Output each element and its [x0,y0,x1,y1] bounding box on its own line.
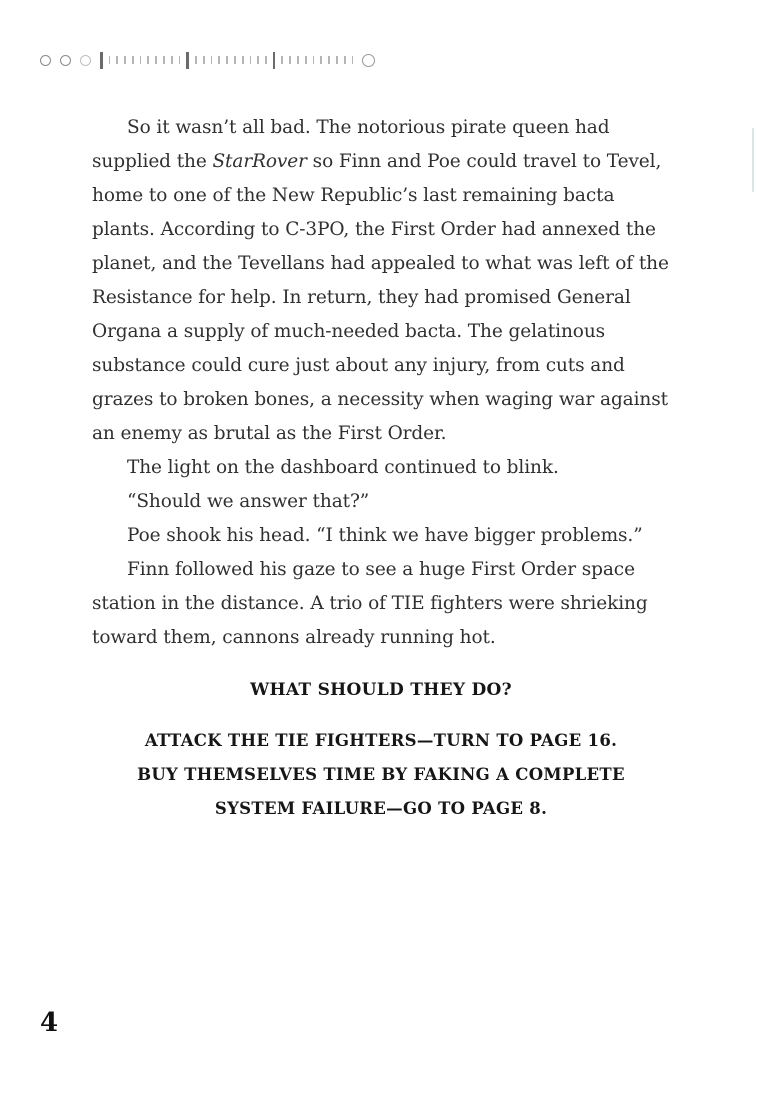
choice-option: ATTACK THE TIE FIGHTERS—TURN TO PAGE 16. [144,731,618,750]
ruler-tick [289,56,291,64]
ruler-tick [155,56,157,64]
ruler-tick [132,56,134,64]
story-paragraph [92,451,670,485]
decoration-circle-icon [60,55,71,66]
ruler-tick [320,56,322,64]
ruler-tick [344,56,346,64]
story-paragraph [92,553,670,655]
ruler-tick [163,56,165,64]
ruler-tick [265,56,267,64]
choice-option: BUY THEMSELVES TIME BY FAKING A COMPLETE SYSTEM FAILURE—GO TO PAGE 8. [137,765,625,818]
ruler-bar [100,52,103,69]
decoration-circle-icon [40,55,51,66]
ruler-tick [203,56,205,64]
ruler-tick [109,56,111,64]
ruler-tick [313,56,315,64]
ruler-tick [352,56,354,64]
choices-block [92,673,670,826]
ruler-bar [273,52,276,69]
decoration-end-circle-icon [362,54,375,67]
ruler-tick [226,56,228,64]
ruler-tick [281,56,283,64]
ruler-tick [297,56,299,64]
ruler-tick [124,56,126,64]
ruler-tick [242,56,244,64]
story-segment: Finn followed his gaze to see a huge First Order space station in the distance. A trio of TIE fighters were shrieking toward them, cannons already running hot. [92,559,648,648]
story-paragraph [92,111,670,451]
header-decoration [40,50,375,70]
story-segment: “Should we answer that?” [127,491,370,512]
decoration-circle-icon [80,55,91,66]
ruler-tick [257,56,259,64]
choice-question: WHAT SHOULD THEY DO? [250,680,512,700]
page-number: 4 [40,1008,59,1038]
ruler-tick [328,56,330,64]
ruler-bar [186,52,189,69]
ruler-tick [211,56,213,64]
scrollbar-thumb[interactable] [752,128,754,192]
ruler-tick [336,56,338,64]
choice-options [121,724,641,826]
ruler-tick [147,56,149,64]
ruler-tick [250,56,252,64]
ruler-tick [140,56,142,64]
ruler-tick [171,56,173,64]
ruler-tick [195,56,197,64]
ruler-tick [116,56,118,64]
story-segment: Poe shook his head. “I think we have bigger problems.” [127,525,643,546]
story-segment: so Finn and Poe could travel to Tevel, home to one of the New Republic’s last remaining bacta plants. According to C-3PO, the First Order had annexed the planet, and the Tevellans had appealed to what was left of the Resistance for help. In return, they had promised General Organa a supply of much-needed bacta. The gelatinous substance could cure just about any injury, from cuts and grazes to broken bones, a necessity when waging war against an enemy as brutal as the First Order. [92,151,669,444]
story-segment: So it wasn’t all bad. The notorious pirate queen had supplied the [92,117,610,172]
ruler-tick [305,56,307,64]
ship-name-italic: StarRover [212,151,307,172]
ruler-tick [234,56,236,64]
ruler-tick [179,56,181,64]
story-paragraph [92,519,670,553]
story-paragraph [92,485,670,519]
story-text [92,111,670,826]
story-segment: The light on the dashboard continued to blink. [127,457,559,478]
ruler-tick [218,56,220,64]
